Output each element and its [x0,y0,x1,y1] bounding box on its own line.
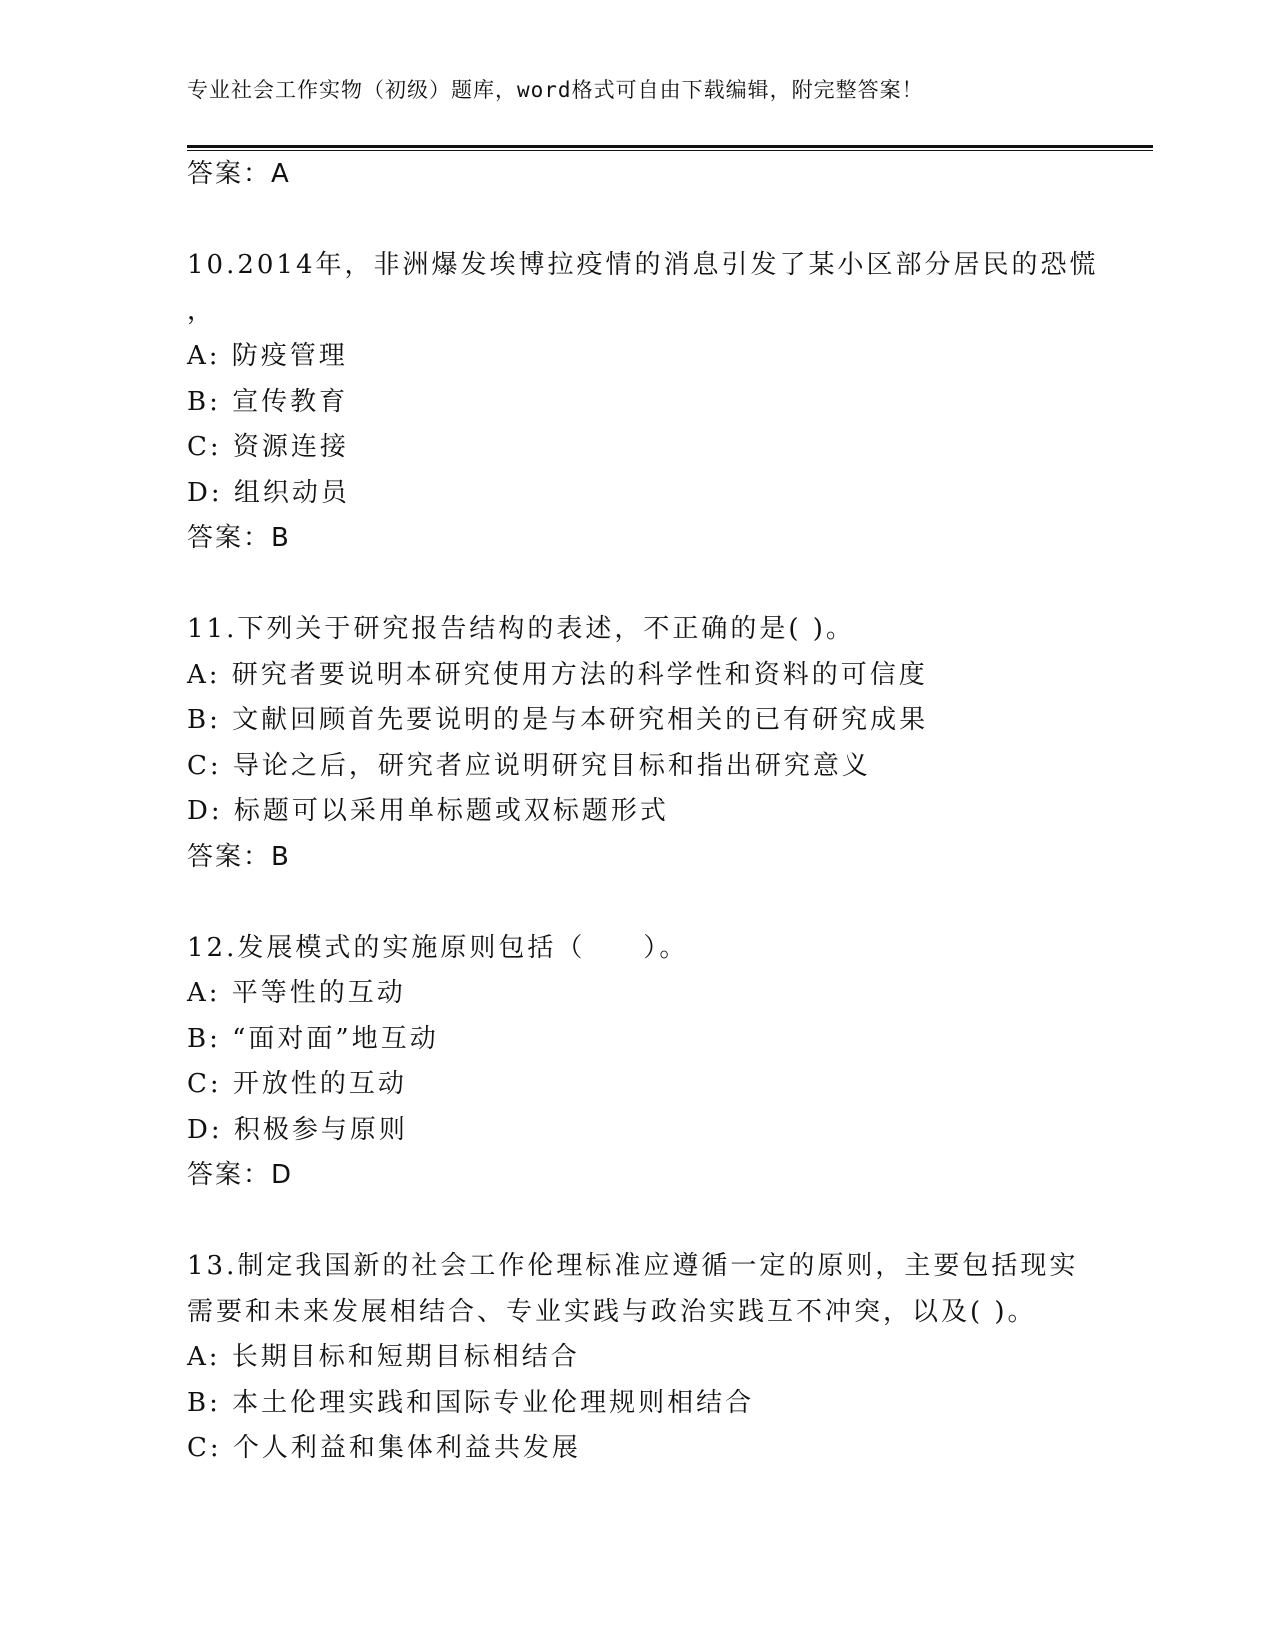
spacer [187,198,1153,244]
header-rule [187,145,1153,148]
option-b: B: 文献回顾首先要说明的是与本研究相关的已有研究成果 [187,705,929,735]
option-a: A: 研究者要说明本研究使用方法的科学性和资料的可信度 [187,659,928,690]
option-b: B: 本土伦理实践和国际专业伦理规则相结合 [187,1387,755,1418]
option-b: B: “面对面”地互动 [187,1023,439,1054]
spacer [187,562,1153,608]
option-b: B: 宣传教育 [187,386,349,417]
option-c: C: 开放性的互动 [187,1069,407,1099]
option-c: C: 导论之后，研究者应说明研究目标和指出研究意义 [187,750,871,781]
option-a: A: 长期目标和短期目标相结合 [187,1342,580,1372]
option-a: A: 防疫管理 [187,341,348,371]
page-header: 专业社会工作实物（初级）题库，word格式可自由下载编辑，附完整答案！ [187,78,924,102]
answer-line: 答案：B [187,523,291,553]
question-12 [187,926,1153,1199]
option-a: A: 平等性的互动 [187,978,406,1008]
question-10 [187,243,1153,562]
option-c: C: 资源连接 [187,432,349,462]
question-stem: ， [187,295,217,326]
header-rule-thin [187,150,1153,151]
answer-line: 答案：A [187,159,291,189]
spacer [187,1199,1153,1245]
question-stem: 13.制定我国新的社会工作伦理标准应遵循一定的原则，主要包括现实 [187,1251,1079,1281]
question-stem: 11.下列关于研究报告结构的表述，不正确的是( )。 [187,614,855,644]
question-stem: 10.2014年，非洲爆发埃博拉疫情的消息引发了某小区部分居民的恐慌 [187,250,1099,280]
question-stem: 12.发展模式的实施原则包括（ ）。 [187,932,689,963]
spacer [187,880,1153,926]
answer-line: 答案：D [187,1160,294,1190]
question-stem: 需要和未来发展相结合、专业实践与政治实践互不冲突，以及( )。 [187,1296,1037,1327]
question-13 [187,1244,1153,1472]
question-11 [187,607,1153,880]
option-c: C: 个人利益和集体利益共发展 [187,1433,581,1463]
option-d: D: 积极参与原则 [187,1114,408,1145]
option-d: D: 标题可以采用单标题或双标题形式 [187,796,669,826]
answer-line: 答案：B [187,841,291,872]
question-content [187,152,1153,1472]
option-d: D: 组织动员 [187,477,350,508]
